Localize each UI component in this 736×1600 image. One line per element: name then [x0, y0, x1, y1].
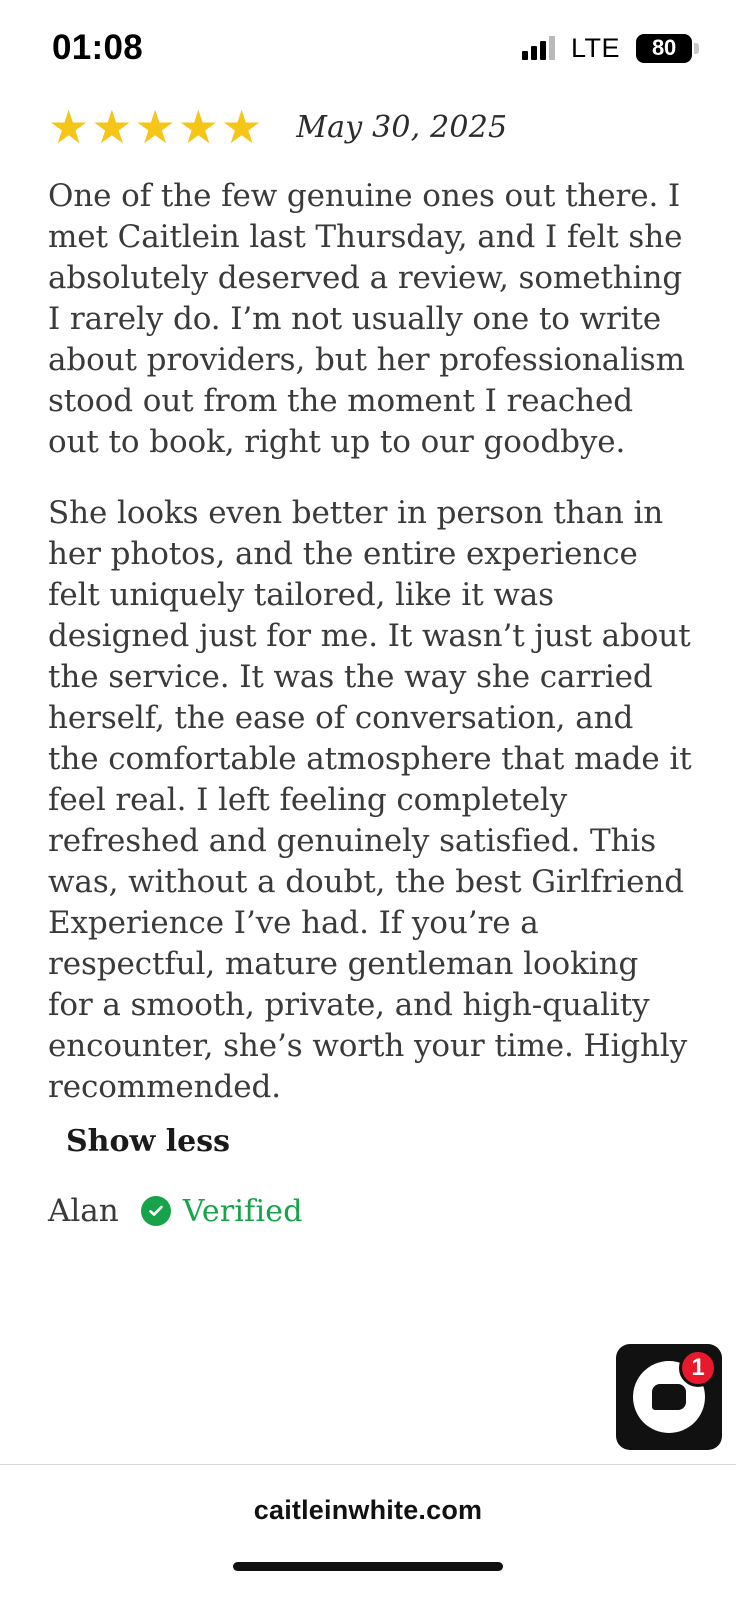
- browser-address-bar[interactable]: [0, 1464, 736, 1556]
- reviewer-row: [48, 1193, 692, 1229]
- status-time: 01:08: [52, 28, 144, 67]
- show-less-button[interactable]: Show less: [66, 1124, 231, 1159]
- chat-unread-badge: 1: [679, 1349, 717, 1387]
- review-date: May 30, 2025: [296, 109, 508, 145]
- verified-label: Verified: [182, 1193, 303, 1229]
- review-paragraph: One of the few genuine ones out there. I met Caitlein last Thursday, and I felt she absolutely deserved a review, something I rarely do. I’m not usually one to write about providers, but her professionalism stood out from the moment I reached out to book, right up to our goodbye.: [48, 178, 685, 460]
- network-type-label: LTE: [570, 32, 620, 63]
- browser-url-label[interactable]: caitleinwhite.com: [253, 1495, 483, 1525]
- home-indicator-area: [0, 1556, 736, 1600]
- cellular-signal-icon: [522, 36, 555, 60]
- review-header: [48, 101, 692, 153]
- chat-bubble-icon: [633, 1354, 705, 1433]
- status-indicators: [522, 33, 692, 64]
- status-badge: [141, 1194, 303, 1229]
- chat-widget-button[interactable]: [616, 1344, 722, 1450]
- review-content: [0, 96, 736, 1464]
- status-bar: [0, 0, 736, 96]
- rating-stars-icon: ★★★★★: [48, 101, 265, 153]
- chat-bubble-inner: [652, 1384, 686, 1410]
- review-body: [48, 176, 692, 1108]
- battery-level-label: 80: [651, 35, 677, 60]
- home-indicator[interactable]: [233, 1562, 503, 1571]
- check-circle-icon: [141, 1196, 171, 1226]
- battery-icon: [636, 34, 692, 63]
- review-paragraph: She looks even better in person than in her photos, and the entire experience felt uniquely tailored, like it was designed just for me. It wasn’t just about the service. It was the way she carried herself, the ease of conversation, and the comfortable atmosphere that made it feel real. I left feeling completely refreshed and genuinely satisfied. This was, without a doubt, the best Girlfriend Experience I’ve had. If you’re a respectful, mature gentleman looking for a smooth, private, and high-quality encounter, she’s worth your time. Highly recommended.: [48, 495, 692, 1105]
- reviewer-name: Alan: [48, 1193, 119, 1229]
